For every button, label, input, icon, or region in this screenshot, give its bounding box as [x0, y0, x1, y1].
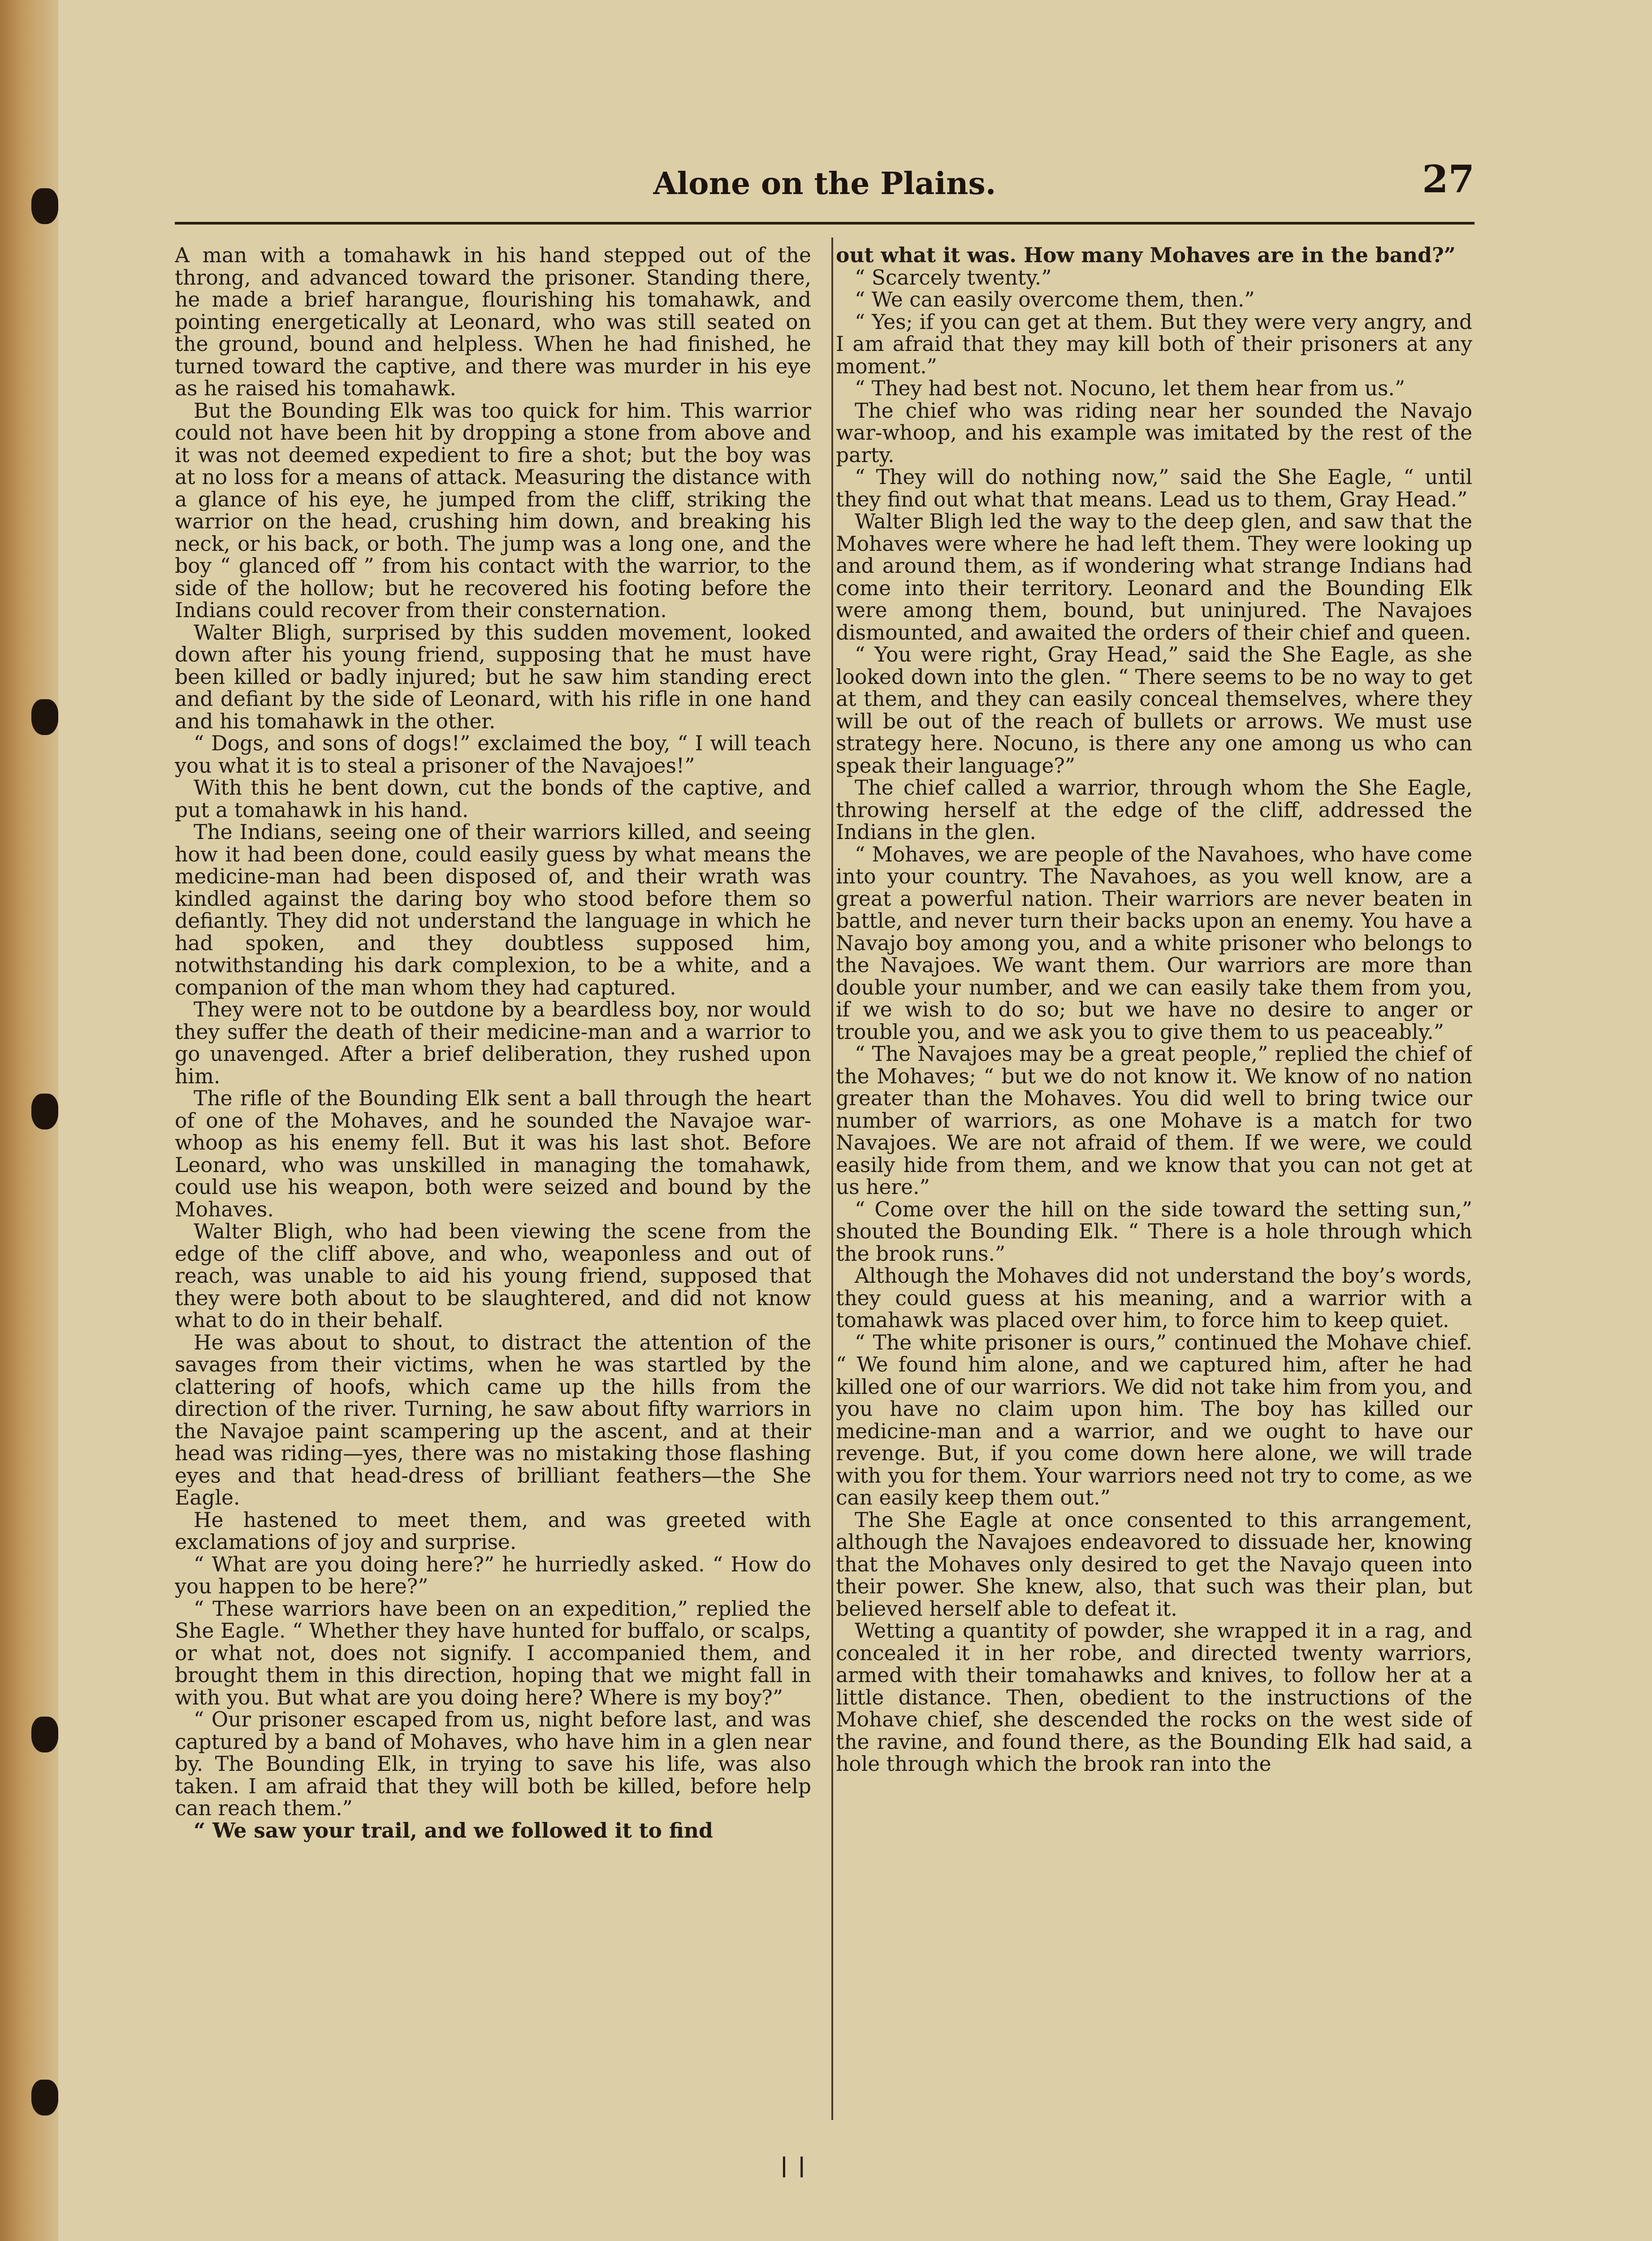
page-header — [175, 152, 1475, 215]
binding-stitch — [31, 188, 58, 224]
paragraph: “ The white prisoner is ours,” continued the Mohave chief. “ We found him alone, and we captured him, after he had killed one of our warriors. We did not take him from you, and you have no claim upon him. The boy has killed our medicine-man and a warrior, and we ought to have our revenge. But, if you come down here alone, we will trade with you for them. Your warriors need not try to come, as we can easily keep them out.” — [836, 1330, 1472, 1510]
paragraph: The She Eagle at once consented to this arrangement, although the Navajoes endeavored to dissuade her, knowing that the Mohaves only desired to get the Navajo queen into their power. She knew, also, that such was their plan, but believed herself able to defeat it. — [836, 1508, 1472, 1621]
paragraph: “ They will do nothing now,” said the She Eagle, “ until they find out what that means. Lead us to them, Gray Head.” — [836, 465, 1472, 511]
binding-stitch — [31, 1094, 58, 1129]
paragraph: Walter Bligh, who had been viewing the scene from the edge of the cliff above, and who, weaponless and out of reach, was unable to aid his young friend, supposed that they were both about to be slaughtered, and did not know what to do in their behalf. — [175, 1220, 811, 1332]
paragraph: “ They had best not. Nocuno, let them hear from us.” — [855, 376, 1405, 400]
paragraph: With this he bent down, cut the bonds of the captive, and put a tomahawk in his hand. — [175, 776, 811, 822]
paragraph: “ Scarcely twenty.” — [855, 265, 1052, 290]
binding-stitch — [31, 1717, 58, 1752]
paragraph: “ These warriors have been on an expedition,” replied the She Eagle. “ Whether they have hunted for buffalo, or scalps, or what not, does not signify. I accompanied them, and brought them in this direction, hoping that we might fall in with you. But what are you doing here? Where is my boy?” — [175, 1596, 811, 1709]
paragraph: The Indians, seeing one of their warriors killed, and seeing how it had been done, could easily guess by what means the medicine-man had been disposed of, and their wrath was kindled against the daring boy who stood before them so defiantly. They did not understand the language in which he had spoken, and they doubtless supposed him, notwithstanding his dark complexion, to be a white, and a companion of the man whom they had captured. — [175, 820, 811, 999]
paragraph: But the Bounding Elk was too quick for him. This warrior could not have been hit by dropping a stone from above and it was not deemed expedient to fire a shot; but the boy was at no loss for a means of attack. Measuring the distance with a glance of his eye, he jumped from the cliff, striking the warrior on the head, crushing him down, and breaking his neck, or his back, or both. The jump was a long one, and the boy “ glanced off ” from his contact with the warrior, to the side of the hollow; but he recovered his footing before the Indians could recover from their consternation. — [175, 398, 811, 622]
page-number: 27 — [1422, 157, 1475, 201]
paragraph: The chief called a warrior, through whom the She Eagle, throwing herself at the edge of the cliff, addressed the Indians in the glen. — [836, 776, 1472, 844]
paragraph: Although the Mohaves did not understand the boy’s words, they could guess at his meaning, and a warrior with a tomahawk was placed over him, to force him to keep quiet. — [836, 1264, 1472, 1332]
paragraph: A man with a tomahawk in his hand stepped out of the throng, and advanced toward the prisoner. Standing there, he made a brief harangue, flourishing his tomahawk, and pointing energetically at Leonard, who was still seated on the ground, bound and helpless. When he had finished, he turned toward the captive, and there was murder in his eye as he raised his tomahawk. — [175, 244, 811, 400]
binding-stitch — [31, 699, 58, 735]
paragraph: “ We saw your trail, and we followed it to find — [194, 1818, 713, 1843]
paragraph: Wetting a quantity of powder, she wrapped it in a rag, and concealed it in her robe, and directed twenty warriors, armed with their tomahawks and knives, to follow her at a little distance. Then, obedient to the instructions of the Mohave chief, she descended the rocks on the west side of the ravine, and found there, as the Bounding Elk had said, a hole through which the brook ran into the — [836, 1619, 1472, 1776]
paragraph: “ You were right, Gray Head,” said the She Eagle, as she looked down into the glen. “ There seems to be no way to get at them, and they can easily conceal themselves, where they will be out of the reach of bullets or arrows. We must use strategy here. Nocuno, is there any one among us who can speak their language?” — [836, 643, 1472, 778]
running-title: Alone on the Plains. — [653, 166, 996, 202]
paragraph: The chief who was riding near her sounded the Navajo war-whoop, and his example was imitated by the rest of the party. — [836, 398, 1472, 467]
paragraph: He was about to shout, to distract the attention of the savages from their victims, when he was startled by the clattering of hoofs, which came up the hills from the direction of the river. Turning, he saw about fifty warriors in the Navajoe paint scampering up the ascent, and at their head was riding—yes, there was no mistaking those flashing eyes and that head-dress of brilliant feathers—the She Eagle. — [175, 1330, 811, 1510]
column-divider — [831, 238, 833, 2120]
paragraph: “ Yes; if you can get at them. But they were very angry, and I am afraid that they may kill both of their prisoners at any moment.” — [836, 310, 1472, 378]
binding-gutter — [0, 0, 58, 2241]
paragraph: “ Dogs, and sons of dogs!” exclaimed the boy, “ I will teach you what it is to steal a prisoner of the Navajoes!” — [175, 731, 811, 778]
paragraph: He hastened to meet them, and was greeted with exclamations of joy and surprise. — [175, 1508, 811, 1554]
paragraph: “ What are you doing here?” he hurriedly asked. “ How do you happen to be here?” — [175, 1552, 811, 1598]
right-column — [836, 244, 1472, 2140]
paragraph: “ We can easily overcome them, then.” — [855, 288, 1255, 311]
paragraph: Walter Bligh led the way to the deep glen, and saw that the Mohaves were where he had left them. They were looking up and around them, as if wondering what strange Indians had come into their territory. Leonard and the Bounding Elk were among them, bound, but uninjured. The Navajoes dismounted, and awaited the orders of their chief and queen. — [836, 510, 1472, 645]
paragraph: They were not to be outdone by a beardless boy, nor would they suffer the death of their medicine-man and a warrior to go unavenged. After a brief deliberation, they rushed upon him. — [175, 998, 811, 1088]
printer-mark: ǀ ǀ — [780, 2151, 806, 2185]
paragraph: “ The Navajoes may be a great people,” replied the chief of the Mohaves; “ but we do not know it. We know of no nation greater than the Mohaves. You did well to bring twice our number of warriors, as one Mohave is a match for two Navajoes. We are not afraid of them. If we were, we could easily hide from them, and we know that you can not get at us here.” — [836, 1042, 1472, 1199]
paragraph: The rifle of the Bounding Elk sent a ball through the heart of one of the Mohaves, and he sounded the Navajoe war-whoop as his enemy fell. But it was his last shot. Before Leonard, who was unskilled in managing the tomahawk, could use his weapon, both were seized and bound by the Mohaves. — [175, 1086, 811, 1221]
paragraph: “ Our prisoner escaped from us, night before last, and was captured by a band of Mohaves, who have him in a glen near by. The Bounding Elk, in trying to save his life, was also taken. I am afraid that they will both be killed, before help can reach them.” — [175, 1708, 811, 1820]
paragraph: out what it was. How many Mohaves are in the band?” — [836, 244, 1456, 267]
binding-stitch — [31, 2080, 58, 2116]
paragraph: Walter Bligh, surprised by this sudden movement, looked down after his young friend, supposing that he must have been killed or badly injured; but he saw him standing erect and defiant by the side of Leonard, with his rifle in one hand and his tomahawk in the other. — [175, 620, 811, 733]
paragraph: “ Mohaves, we are people of the Navahoes, who have come into your country. The Navahoes, as you well know, are a great a powerful nation. Their warriors are never beaten in battle, and never turn their backs upon an enemy. You have a Navajo boy among you, and a white prisoner who belongs to the Navajoes. We want them. Our warriors are more than double your number, and we can easily take them from you, if we wish to do so; but we have no desire to anger or trouble you, and we ask you to give them to us peaceably.” — [836, 842, 1472, 1044]
left-column — [175, 244, 811, 2140]
header-rule — [175, 222, 1475, 225]
paragraph: “ Come over the hill on the side toward the setting sun,” shouted the Bounding Elk. “ There is a hole through which the brook runs.” — [836, 1197, 1472, 1266]
